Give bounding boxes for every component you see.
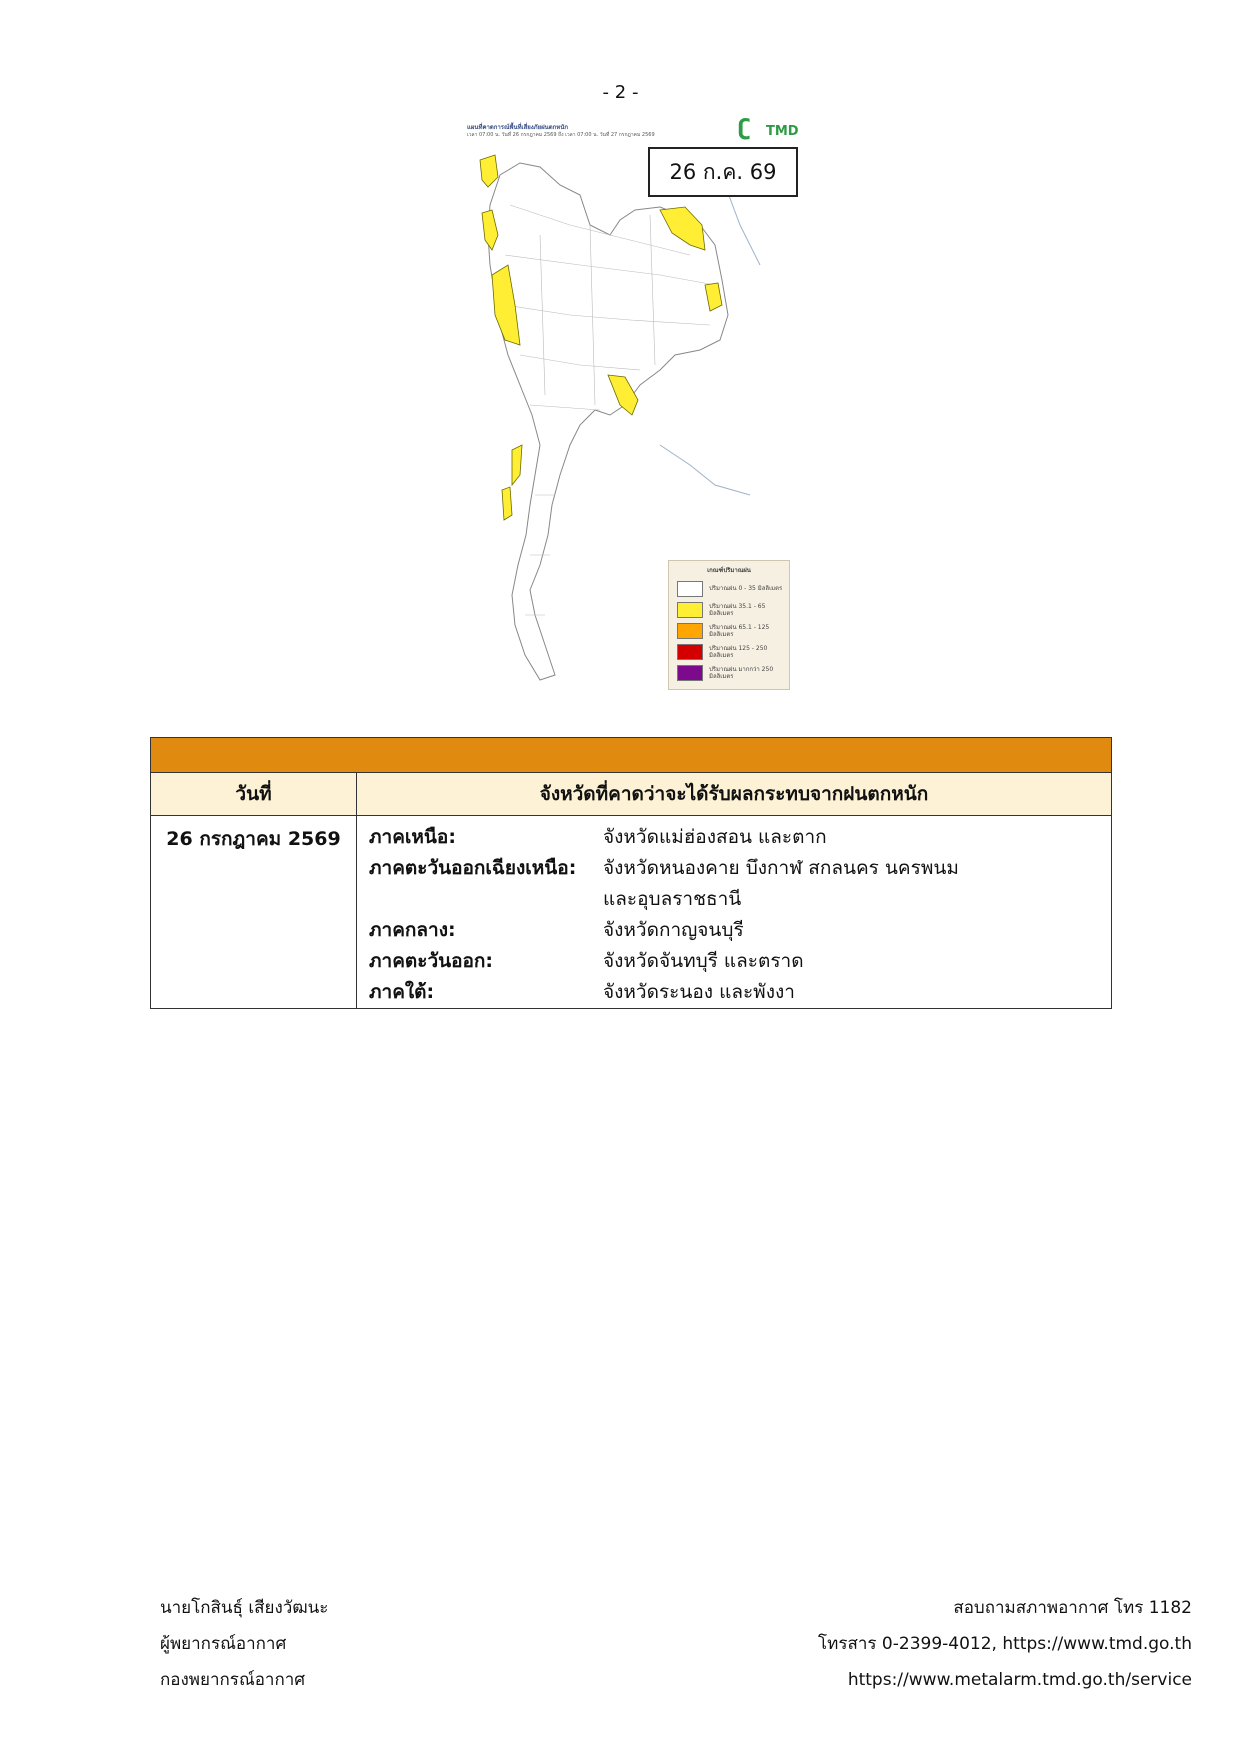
column-header-provinces: จังหวัดที่คาดว่าจะได้รับผลกระทบจากฝนตกหนัก — [357, 773, 1112, 816]
region-row — [369, 884, 1111, 915]
forecast-table — [150, 737, 1112, 1009]
region-provinces: จังหวัดกาญจนบุรี — [603, 919, 744, 941]
region-row — [369, 853, 1111, 884]
legend-item — [669, 620, 789, 641]
region-provinces: จังหวัดหนองคาย บึงกาฬ สกลนคร นครพนม — [603, 857, 959, 879]
dept-logo-icon: ʗ — [738, 116, 751, 141]
legend-label: ปริมาณฝน 125 - 250 มิลลิเมตร — [709, 644, 768, 659]
region-provinces: จังหวัดแม่ฮ่องสอน และตาก — [603, 826, 827, 848]
legend-item — [669, 599, 789, 620]
legend-label: ปริมาณฝน มากกว่า 250 มิลลิเมตร — [709, 665, 774, 680]
legend-title: เกณฑ์ปริมาณฝน — [707, 567, 751, 574]
forecast-date: 26 กรกฎาคม 2569 — [151, 816, 357, 1009]
region-name: ภาคกลาง: — [369, 919, 456, 941]
region-provinces: จังหวัดระนอง และพังงา — [603, 981, 795, 1003]
legend-item — [669, 578, 789, 599]
region-name: ภาคตะวันออก: — [369, 950, 494, 972]
region-provinces: จังหวัดจันทบุรี และตราด — [603, 950, 804, 972]
map-title: แผนที่คาดการณ์พื้นที่เสี่ยงภัยฝนตกหนัก — [467, 124, 568, 131]
hotline-text: สอบถามสภาพอากาศ โทร 1182 — [953, 1598, 1192, 1618]
map-subtitle: เวลา 07:00 น. วันที่ 26 กรกฎาคม 2569 ถึง เวลา 07:00 น. วันที่ 27 กรกฎาคม 2569 — [467, 132, 655, 138]
forecaster-division: กองพยากรณ์อากาศ — [160, 1670, 306, 1690]
region-name: ภาคตะวันออกเฉียงเหนือ: — [369, 857, 577, 879]
legend-label: ปริมาณฝน 0 - 35 มิลลิเมตร — [709, 585, 783, 592]
region-name — [369, 884, 603, 915]
tmd-logo: TMD — [766, 124, 799, 139]
legend-swatch — [677, 623, 703, 639]
fax-website-text: โทรสาร 0-2399-4012, https://www.tmd.go.th — [818, 1634, 1192, 1654]
region-name: ภาคใต้: — [369, 981, 435, 1003]
legend-swatch — [677, 665, 703, 681]
page-number: - 2 - — [602, 82, 639, 103]
region-row — [369, 822, 1111, 853]
table-row — [151, 816, 1112, 1009]
region-provinces: และอุบลราชธานี — [603, 888, 742, 910]
region-row — [369, 977, 1111, 1008]
legend-label: ปริมาณฝน 35.1 - 65 มิลลิเมตร — [709, 602, 766, 617]
forecaster-position: ผู้พยากรณ์อากาศ — [160, 1634, 287, 1654]
contact-block — [818, 1590, 1192, 1698]
legend-swatch — [677, 581, 703, 597]
region-list — [357, 816, 1112, 1009]
legend-swatch — [677, 602, 703, 618]
legend-swatch — [677, 644, 703, 660]
table-header-bar — [151, 738, 1112, 773]
service-link[interactable]: https://www.metalarm.tmd.go.th/service — [847, 1670, 1192, 1690]
map-legend — [668, 560, 790, 690]
region-name: ภาคเหนือ: — [369, 826, 456, 848]
legend-label: ปริมาณฝน 65.1 - 125 มิลลิเมตร — [709, 623, 770, 638]
map-date-label: 26 ก.ค. 69 — [648, 147, 798, 197]
column-header-date: วันที่ — [151, 773, 357, 816]
legend-item — [669, 641, 789, 662]
legend-item — [669, 662, 789, 683]
forecaster-name: นายโกสินธุ์ เสียงวัฒนะ — [160, 1598, 329, 1618]
forecaster-signature-block — [160, 1590, 328, 1698]
region-row — [369, 915, 1111, 946]
region-row — [369, 946, 1111, 977]
